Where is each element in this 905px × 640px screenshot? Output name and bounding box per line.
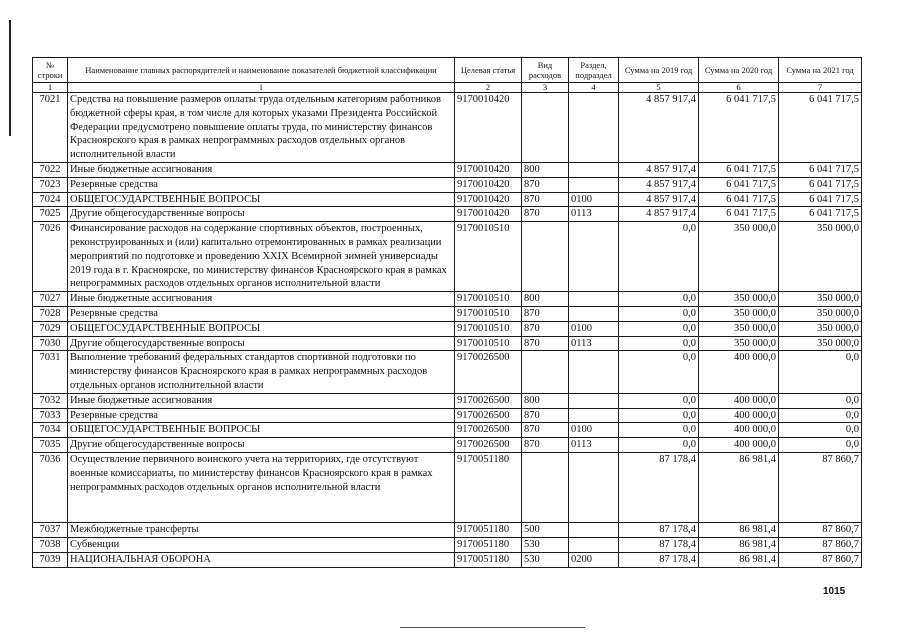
column-number: 6 <box>699 83 779 93</box>
row-number: 7030 <box>33 336 68 351</box>
column-number: 5 <box>619 83 699 93</box>
row-target-article: 9170010510 <box>455 321 522 336</box>
row-sum-2021: 6 041 717,5 <box>779 192 862 207</box>
row-sum-2021: 350 000,0 <box>779 321 862 336</box>
row-sum-2021: 0,0 <box>779 408 862 423</box>
row-section <box>569 408 619 423</box>
row-name: Выполнение требований федеральных стандартов спортивной подготовки по министерству финансов Красноярского края в рамках непрограммных расходов отдельных органов исполнительной власти <box>68 351 455 393</box>
row-sum-2019: 0,0 <box>619 393 699 408</box>
column-number-row <box>33 83 862 93</box>
table-row <box>33 321 862 336</box>
row-sum-2020: 6 041 717,5 <box>699 162 779 177</box>
row-target-article: 9170010510 <box>455 306 522 321</box>
row-section: 0100 <box>569 423 619 438</box>
row-expense-type <box>522 452 569 522</box>
row-sum-2019: 87 178,4 <box>619 452 699 522</box>
row-target-article: 9170010420 <box>455 93 522 163</box>
row-sum-2020: 350 000,0 <box>699 306 779 321</box>
row-name: Межбюджетные трансферты <box>68 523 455 538</box>
row-name: Резервные средства <box>68 408 455 423</box>
row-section <box>569 393 619 408</box>
row-sum-2019: 4 857 917,4 <box>619 192 699 207</box>
row-sum-2021: 350 000,0 <box>779 292 862 307</box>
row-expense-type: 500 <box>522 523 569 538</box>
row-target-article: 9170026500 <box>455 393 522 408</box>
budget-table <box>32 57 862 568</box>
table-row <box>33 292 862 307</box>
row-number: 7031 <box>33 351 68 393</box>
row-sum-2020: 6 041 717,5 <box>699 177 779 192</box>
row-sum-2019: 4 857 917,4 <box>619 162 699 177</box>
row-sum-2020: 400 000,0 <box>699 351 779 393</box>
header-target-article: Целевая статья <box>455 58 522 83</box>
row-name: Средства на повышение размеров оплаты труда отдельным категориям работников бюджетной сферы края, в том числе для которых указами Президента Российской Федерации предусмотрено повышение оплаты труда, по министерству финансов Красноярского края в рамках непрограммных расходов отдельных органов исполнительной власти <box>68 93 455 163</box>
header-section: Раздел, подраздел <box>569 58 619 83</box>
row-name: Другие общегосударственные вопросы <box>68 207 455 222</box>
row-sum-2020: 86 981,4 <box>699 523 779 538</box>
row-section: 0113 <box>569 207 619 222</box>
row-sum-2019: 0,0 <box>619 321 699 336</box>
row-expense-type: 870 <box>522 192 569 207</box>
row-target-article: 9170026500 <box>455 351 522 393</box>
row-sum-2021: 350 000,0 <box>779 336 862 351</box>
row-sum-2019: 87 178,4 <box>619 523 699 538</box>
row-section: 0100 <box>569 321 619 336</box>
scan-margin-line <box>9 20 11 136</box>
row-section: 0113 <box>569 336 619 351</box>
row-target-article: 9170010510 <box>455 222 522 292</box>
row-section <box>569 93 619 163</box>
table-row <box>33 222 862 292</box>
row-number: 7034 <box>33 423 68 438</box>
header-name: Наименование главных распорядителей и наименование показателей бюджетной классификации <box>68 58 455 83</box>
row-target-article: 9170010510 <box>455 292 522 307</box>
row-sum-2020: 350 000,0 <box>699 292 779 307</box>
row-sum-2020: 350 000,0 <box>699 321 779 336</box>
row-name: ОБЩЕГОСУДАРСТВЕННЫЕ ВОПРОСЫ <box>68 321 455 336</box>
row-number: 7021 <box>33 93 68 163</box>
row-sum-2021: 0,0 <box>779 393 862 408</box>
row-sum-2019: 4 857 917,4 <box>619 93 699 163</box>
row-sum-2021: 0,0 <box>779 438 862 453</box>
row-section <box>569 452 619 522</box>
table-row <box>33 177 862 192</box>
row-sum-2019: 87 178,4 <box>619 538 699 553</box>
column-number: 4 <box>569 83 619 93</box>
row-name: Осуществление первичного воинского учета на территориях, где отсутствуют военные комиссариаты, по министерству финансов Красноярского края в рамках непрограммных расходов отдельных органов исполнительной власти <box>68 452 455 522</box>
row-sum-2020: 86 981,4 <box>699 452 779 522</box>
table-row <box>33 393 862 408</box>
row-section: 0200 <box>569 552 619 567</box>
row-section: 0113 <box>569 438 619 453</box>
table-row <box>33 192 862 207</box>
row-section <box>569 162 619 177</box>
header-sum-2020: Сумма на 2020 год <box>699 58 779 83</box>
row-sum-2021: 0,0 <box>779 351 862 393</box>
row-target-article: 9170051180 <box>455 452 522 522</box>
row-sum-2020: 400 000,0 <box>699 408 779 423</box>
row-sum-2019: 0,0 <box>619 423 699 438</box>
row-sum-2020: 350 000,0 <box>699 222 779 292</box>
header-expense-type: Вид расходов <box>522 58 569 83</box>
row-name: Иные бюджетные ассигнования <box>68 162 455 177</box>
row-target-article: 9170010420 <box>455 207 522 222</box>
row-section <box>569 538 619 553</box>
row-section <box>569 222 619 292</box>
table-row <box>33 351 862 393</box>
row-number: 7036 <box>33 452 68 522</box>
row-target-article: 9170051180 <box>455 538 522 553</box>
table-header <box>33 58 862 93</box>
row-name: Резервные средства <box>68 306 455 321</box>
row-sum-2019: 0,0 <box>619 336 699 351</box>
row-number: 7022 <box>33 162 68 177</box>
row-number: 7027 <box>33 292 68 307</box>
row-number: 7025 <box>33 207 68 222</box>
row-expense-type: 870 <box>522 306 569 321</box>
row-expense-type <box>522 351 569 393</box>
row-sum-2021: 0,0 <box>779 423 862 438</box>
table-row <box>33 452 862 522</box>
table-row <box>33 93 862 163</box>
row-sum-2019: 0,0 <box>619 292 699 307</box>
row-name: Финансирование расходов на содержание спортивных объектов, построенных, реконструированных и (или) капитально отремонтированных в рамках реализации мероприятий по подготовке и проведению XXIX Всемирной зимней универсиады 2019 года в г. Красноярске, по министерству финансов Красноярского края в рамках непрограммных расходов отдельных органов исполнительной власти <box>68 222 455 292</box>
row-sum-2020: 86 981,4 <box>699 552 779 567</box>
row-sum-2019: 0,0 <box>619 222 699 292</box>
row-sum-2021: 6 041 717,5 <box>779 207 862 222</box>
row-name: ОБЩЕГОСУДАРСТВЕННЫЕ ВОПРОСЫ <box>68 423 455 438</box>
table-row <box>33 423 862 438</box>
header-row-number: № строки <box>33 58 68 83</box>
row-sum-2020: 350 000,0 <box>699 336 779 351</box>
row-number: 7033 <box>33 408 68 423</box>
row-target-article: 9170026500 <box>455 438 522 453</box>
table-row <box>33 162 862 177</box>
row-name: Другие общегосударственные вопросы <box>68 438 455 453</box>
row-number: 7026 <box>33 222 68 292</box>
table-row <box>33 438 862 453</box>
header-sum-2019: Сумма на 2019 год <box>619 58 699 83</box>
row-expense-type: 870 <box>522 321 569 336</box>
row-number: 7037 <box>33 523 68 538</box>
row-number: 7028 <box>33 306 68 321</box>
row-expense-type: 530 <box>522 538 569 553</box>
row-number: 7024 <box>33 192 68 207</box>
row-name: Иные бюджетные ассигнования <box>68 393 455 408</box>
row-target-article: 9170010420 <box>455 162 522 177</box>
row-sum-2020: 6 041 717,5 <box>699 93 779 163</box>
row-target-article: 9170010510 <box>455 336 522 351</box>
row-sum-2019: 0,0 <box>619 306 699 321</box>
row-name: Субвенции <box>68 538 455 553</box>
row-sum-2021: 6 041 717,5 <box>779 162 862 177</box>
row-sum-2020: 6 041 717,5 <box>699 192 779 207</box>
table-row <box>33 207 862 222</box>
row-sum-2019: 4 857 917,4 <box>619 207 699 222</box>
table-row <box>33 306 862 321</box>
row-number: 7035 <box>33 438 68 453</box>
row-sum-2020: 400 000,0 <box>699 393 779 408</box>
row-section <box>569 306 619 321</box>
row-expense-type: 800 <box>522 393 569 408</box>
row-section <box>569 351 619 393</box>
row-sum-2020: 6 041 717,5 <box>699 207 779 222</box>
row-sum-2021: 6 041 717,5 <box>779 177 862 192</box>
page-number: 1015 <box>823 586 846 597</box>
table-body <box>33 93 862 568</box>
row-sum-2019: 0,0 <box>619 408 699 423</box>
table-row <box>33 336 862 351</box>
row-expense-type: 800 <box>522 162 569 177</box>
row-sum-2021: 350 000,0 <box>779 222 862 292</box>
row-name: Другие общегосударственные вопросы <box>68 336 455 351</box>
row-sum-2021: 350 000,0 <box>779 306 862 321</box>
row-name: Резервные средства <box>68 177 455 192</box>
row-expense-type <box>522 222 569 292</box>
row-sum-2019: 87 178,4 <box>619 552 699 567</box>
table-row <box>33 538 862 553</box>
row-target-article: 9170051180 <box>455 552 522 567</box>
row-expense-type: 870 <box>522 438 569 453</box>
row-number: 7032 <box>33 393 68 408</box>
row-name: ОБЩЕГОСУДАРСТВЕННЫЕ ВОПРОСЫ <box>68 192 455 207</box>
row-expense-type: 870 <box>522 177 569 192</box>
bottom-rule <box>400 627 585 628</box>
column-number: 1 <box>33 83 68 93</box>
row-expense-type: 800 <box>522 292 569 307</box>
table-row <box>33 523 862 538</box>
row-sum-2019: 0,0 <box>619 351 699 393</box>
row-target-article: 9170010420 <box>455 177 522 192</box>
column-number: 2 <box>455 83 522 93</box>
row-sum-2019: 0,0 <box>619 438 699 453</box>
row-sum-2021: 87 860,7 <box>779 552 862 567</box>
row-section <box>569 523 619 538</box>
column-number: 7 <box>779 83 862 93</box>
row-expense-type: 870 <box>522 336 569 351</box>
row-sum-2021: 87 860,7 <box>779 452 862 522</box>
row-expense-type: 870 <box>522 207 569 222</box>
row-expense-type <box>522 93 569 163</box>
row-expense-type: 870 <box>522 408 569 423</box>
row-sum-2020: 400 000,0 <box>699 438 779 453</box>
row-sum-2019: 4 857 917,4 <box>619 177 699 192</box>
row-sum-2021: 87 860,7 <box>779 538 862 553</box>
row-target-article: 9170010420 <box>455 192 522 207</box>
column-number: 1 <box>68 83 455 93</box>
table-row <box>33 408 862 423</box>
row-number: 7023 <box>33 177 68 192</box>
row-section: 0100 <box>569 192 619 207</box>
row-sum-2021: 87 860,7 <box>779 523 862 538</box>
table-row <box>33 552 862 567</box>
row-number: 7039 <box>33 552 68 567</box>
row-name: Иные бюджетные ассигнования <box>68 292 455 307</box>
row-sum-2020: 86 981,4 <box>699 538 779 553</box>
column-number: 3 <box>522 83 569 93</box>
row-number: 7029 <box>33 321 68 336</box>
row-sum-2021: 6 041 717,5 <box>779 93 862 163</box>
row-expense-type: 870 <box>522 423 569 438</box>
row-number: 7038 <box>33 538 68 553</box>
row-target-article: 9170026500 <box>455 423 522 438</box>
row-target-article: 9170051180 <box>455 523 522 538</box>
row-name: НАЦИОНАЛЬНАЯ ОБОРОНА <box>68 552 455 567</box>
row-sum-2020: 400 000,0 <box>699 423 779 438</box>
row-target-article: 9170026500 <box>455 408 522 423</box>
row-expense-type: 530 <box>522 552 569 567</box>
header-sum-2021: Сумма на 2021 год <box>779 58 862 83</box>
row-section <box>569 177 619 192</box>
row-section <box>569 292 619 307</box>
